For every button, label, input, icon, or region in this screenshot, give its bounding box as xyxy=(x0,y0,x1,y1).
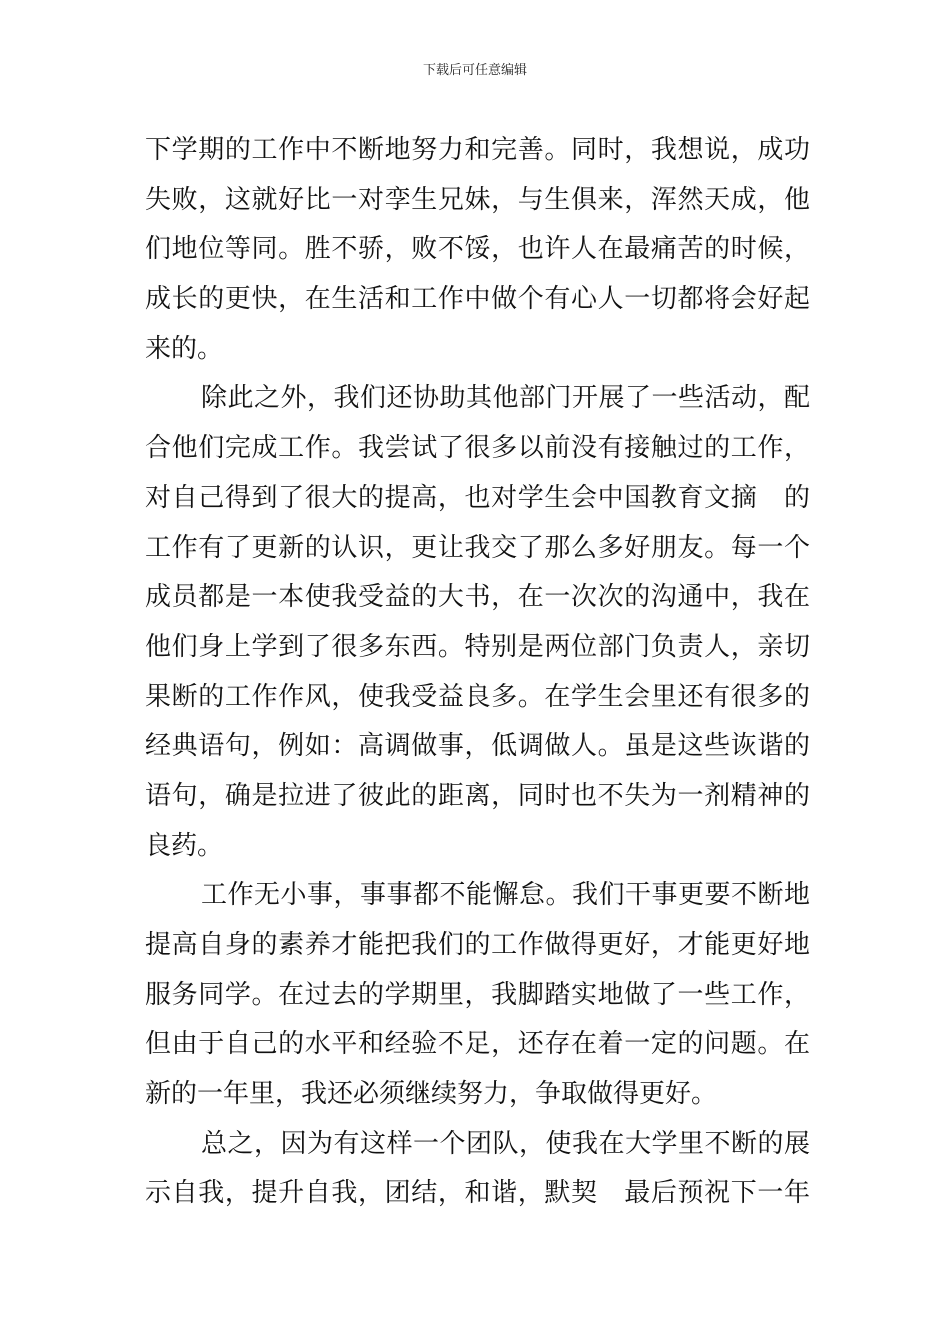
text-line: 来的。 xyxy=(145,333,224,364)
text-line: 下学期的工作中不断地努力和完善。同时，我想说，成功 xyxy=(145,135,810,165)
text-line: 失败，这就好比一对孪生兄妹，与生俱来，浑然天成，他 xyxy=(145,184,810,215)
text-line: 总之，因为有这样一个团队，使我在大学里不断的展 xyxy=(201,1128,810,1159)
text-line: 但由于自己的水平和经验不足，还存在着一定的问题。在 xyxy=(145,1029,810,1060)
text-line: 提高自身的素养才能把我们的工作做得更好，才能更好地 xyxy=(145,930,810,960)
document-body xyxy=(145,126,810,1219)
text-line: 示自我，提升自我，团结，和谐，默契 最后预祝下一年 xyxy=(145,1178,810,1209)
text-line: 服务同学。在过去的学期里，我脚踏实地做了一些工作， xyxy=(145,979,810,1010)
text-line: 除此之外，我们还协助其他部门开展了一些活动，配 xyxy=(201,383,810,414)
paragraph-4 xyxy=(145,1120,810,1219)
text-line: 们地位等同。胜不骄，败不馁，也许人在最痛苦的时候， xyxy=(145,234,810,265)
text-line: 成长的更快，在生活和工作中做个有心人一切都将会好起 xyxy=(145,284,810,315)
text-line: 经典语句，例如：高调做事，低调做人。虽是这些诙谐的 xyxy=(145,731,810,762)
text-line: 果断的工作作风，使我受益良多。在学生会里还有很多的 xyxy=(145,681,810,712)
text-line: 语句，确是拉进了彼此的距离，同时也不失为一剂精神的 xyxy=(145,780,810,811)
text-line: 成员都是一本使我受益的大书，在一次次的沟通中，我在 xyxy=(145,582,810,613)
text-line: 工作无小事，事事都不能懈怠。我们干事更要不断地 xyxy=(201,880,810,911)
paragraph-2 xyxy=(145,374,810,871)
text-line: 对自己得到了很大的提高，也对学生会中国教育文摘 的 xyxy=(145,482,810,513)
text-line: 他们身上学到了很多东西。特别是两位部门负责人，亲切 xyxy=(145,631,810,662)
text-line: 新的一年里，我还必须继续努力，争取做得更好。 xyxy=(145,1079,718,1110)
text-line: 工作有了更新的认识，更让我交了那么多好朋友。每一个 xyxy=(145,532,810,563)
page-header: 下载后可任意编辑 xyxy=(422,63,527,78)
text-line: 良药。 xyxy=(145,830,224,861)
text-line: 合他们完成工作。我尝试了很多以前没有接触过的工作， xyxy=(145,433,810,464)
paragraph-1 xyxy=(145,126,810,374)
paragraph-3 xyxy=(145,871,810,1119)
